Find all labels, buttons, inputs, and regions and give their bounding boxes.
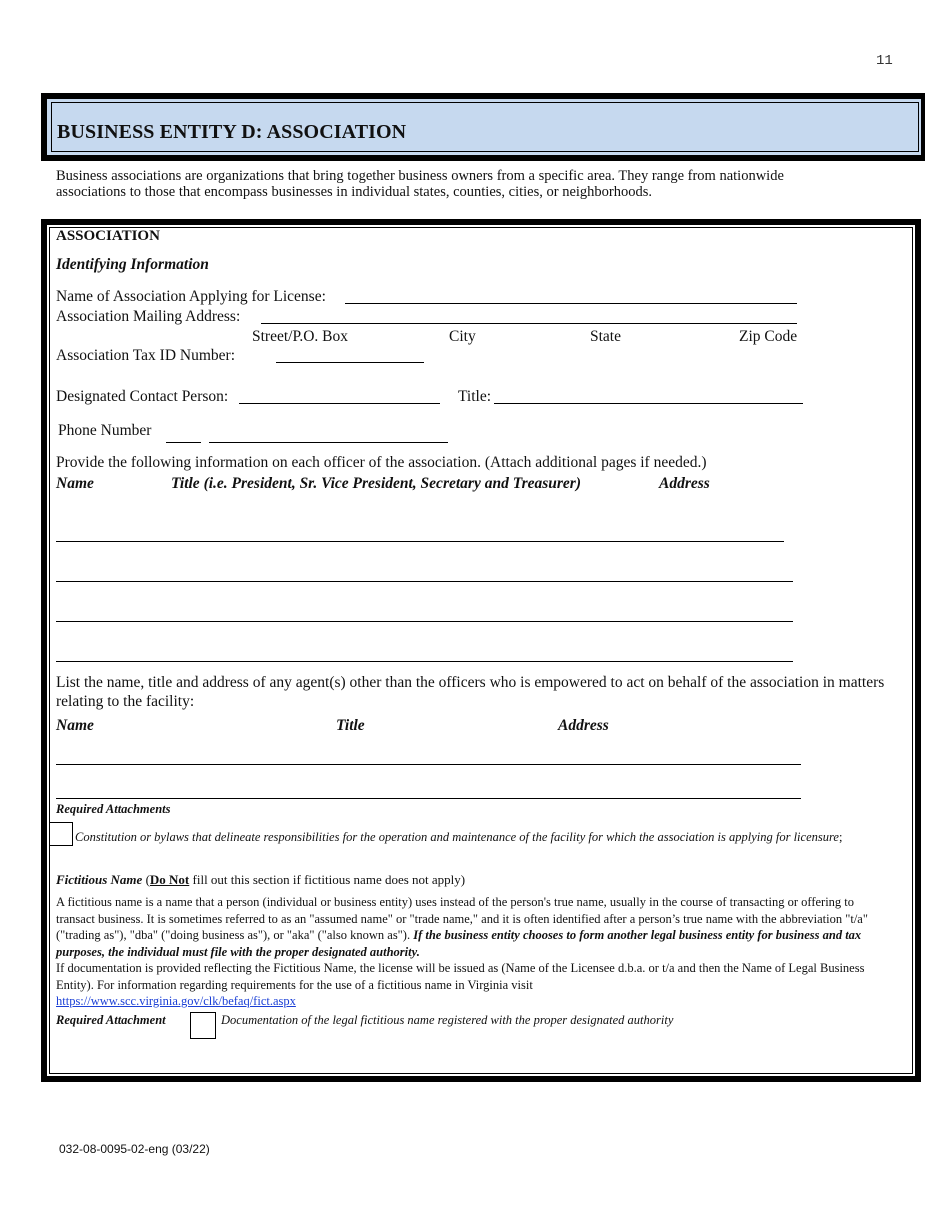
form-code-footer: 032-08-0095-02-eng (03/22) <box>59 1142 210 1156</box>
address-part-state: State <box>590 328 621 345</box>
officer-entry-line-4[interactable] <box>56 661 793 662</box>
agents-header-title: Title <box>336 717 365 734</box>
tax-id-field[interactable] <box>276 362 424 363</box>
constitution-attachment-text: Constitution or bylaws that delineate responsibilities for the operation and maintenance of the facility for which the association is applying for licensure; <box>75 830 843 844</box>
officers-header-title: Title (i.e. President, Sr. Vice President, Secretary and Treasurer) <box>171 475 582 492</box>
fictitious-name-paragraph: A fictitious name is a name that a person (individual or business entity) uses instead of the person's true name, usually in the course of transacting or offering to transact business. It is sometimes referred to as an "assumed name" or "trade name," and it is often identified after a person’s true name with the abbreviation "t/a" ("trading as"), "dba" ("doing business as"), or "aka" ("also known as"). If the business entity chooses to form another legal business entity for business and tax purposes, the individual must file with the proper designated authority. If documentation is provided reflecting the Fictitious Name, the license will be issued as (Name of the Licensee d.b.a. or t/a and then the Name of Legal Business Entity). For information regarding requirements for the use of a fictitious name in Virginia visit https://www.scc.virginia.gov/clk/befaq/fict.aspx <box>56 895 868 1008</box>
officer-entry-line-1[interactable] <box>56 541 784 542</box>
contact-person-label: Designated Contact Person: <box>56 388 229 405</box>
fictitious-documentation-text: Documentation of the legal fictitious name registered with the proper designated authority <box>221 1013 674 1027</box>
phone-label: Phone Number <box>58 422 152 439</box>
page-number: 11 <box>876 53 893 69</box>
association-name-label: Name of Association Applying for License: <box>56 288 326 305</box>
phone-area-code-field[interactable] <box>166 442 201 443</box>
agents-header-address: Address <box>558 717 609 734</box>
address-part-city: City <box>449 328 476 345</box>
intro-paragraph: Business associations are organizations that bring together business owners from a specific area. They range from nationwide associations to those that encompass businesses in individual states, counties, cities, or neighborhoods. <box>56 168 784 200</box>
required-attachments-label: Required Attachments <box>56 802 171 816</box>
agents-instruction: List the name, title and address of any agent(s) other than the officers who is empowered to act on behalf of the association in matters relating to the facility: <box>56 674 885 710</box>
agent-entry-line-1[interactable] <box>56 764 801 765</box>
officers-header-address: Address <box>659 475 710 492</box>
section-heading: ASSOCIATION <box>56 228 160 244</box>
tax-id-label: Association Tax ID Number: <box>56 347 235 364</box>
agents-header-name: Name <box>56 717 94 734</box>
fictitious-name-link[interactable]: https://www.scc.virginia.gov/clk/befaq/fict.aspx <box>56 994 296 1008</box>
mailing-address-label: Association Mailing Address: <box>56 308 241 325</box>
officer-entry-line-3[interactable] <box>56 621 793 622</box>
officer-entry-line-2[interactable] <box>56 581 793 582</box>
fictitious-name-heading: Fictitious Name (Do Not fill out this section if fictitious name does not apply) <box>56 872 466 887</box>
association-name-field[interactable] <box>345 303 797 304</box>
fictitious-documentation-checkbox[interactable] <box>190 1012 216 1039</box>
address-part-street: Street/P.O. Box <box>252 328 349 345</box>
page-title: BUSINESS ENTITY D: ASSOCIATION <box>57 121 407 143</box>
mailing-address-field[interactable] <box>261 323 797 324</box>
officers-instruction: Provide the following information on each officer of the association. (Attach additional pages if needed.) <box>56 454 707 471</box>
contact-person-field[interactable] <box>239 403 440 404</box>
required-attachment-label: Required Attachment <box>56 1013 166 1027</box>
contact-title-label: Title: <box>458 388 492 405</box>
officers-header-name: Name <box>56 475 94 492</box>
section-subheading: Identifying Information <box>56 256 209 273</box>
phone-number-field[interactable] <box>209 442 448 443</box>
agent-entry-line-2[interactable] <box>56 798 801 799</box>
address-part-zip: Zip Code <box>739 328 798 345</box>
contact-title-field[interactable] <box>494 403 803 404</box>
